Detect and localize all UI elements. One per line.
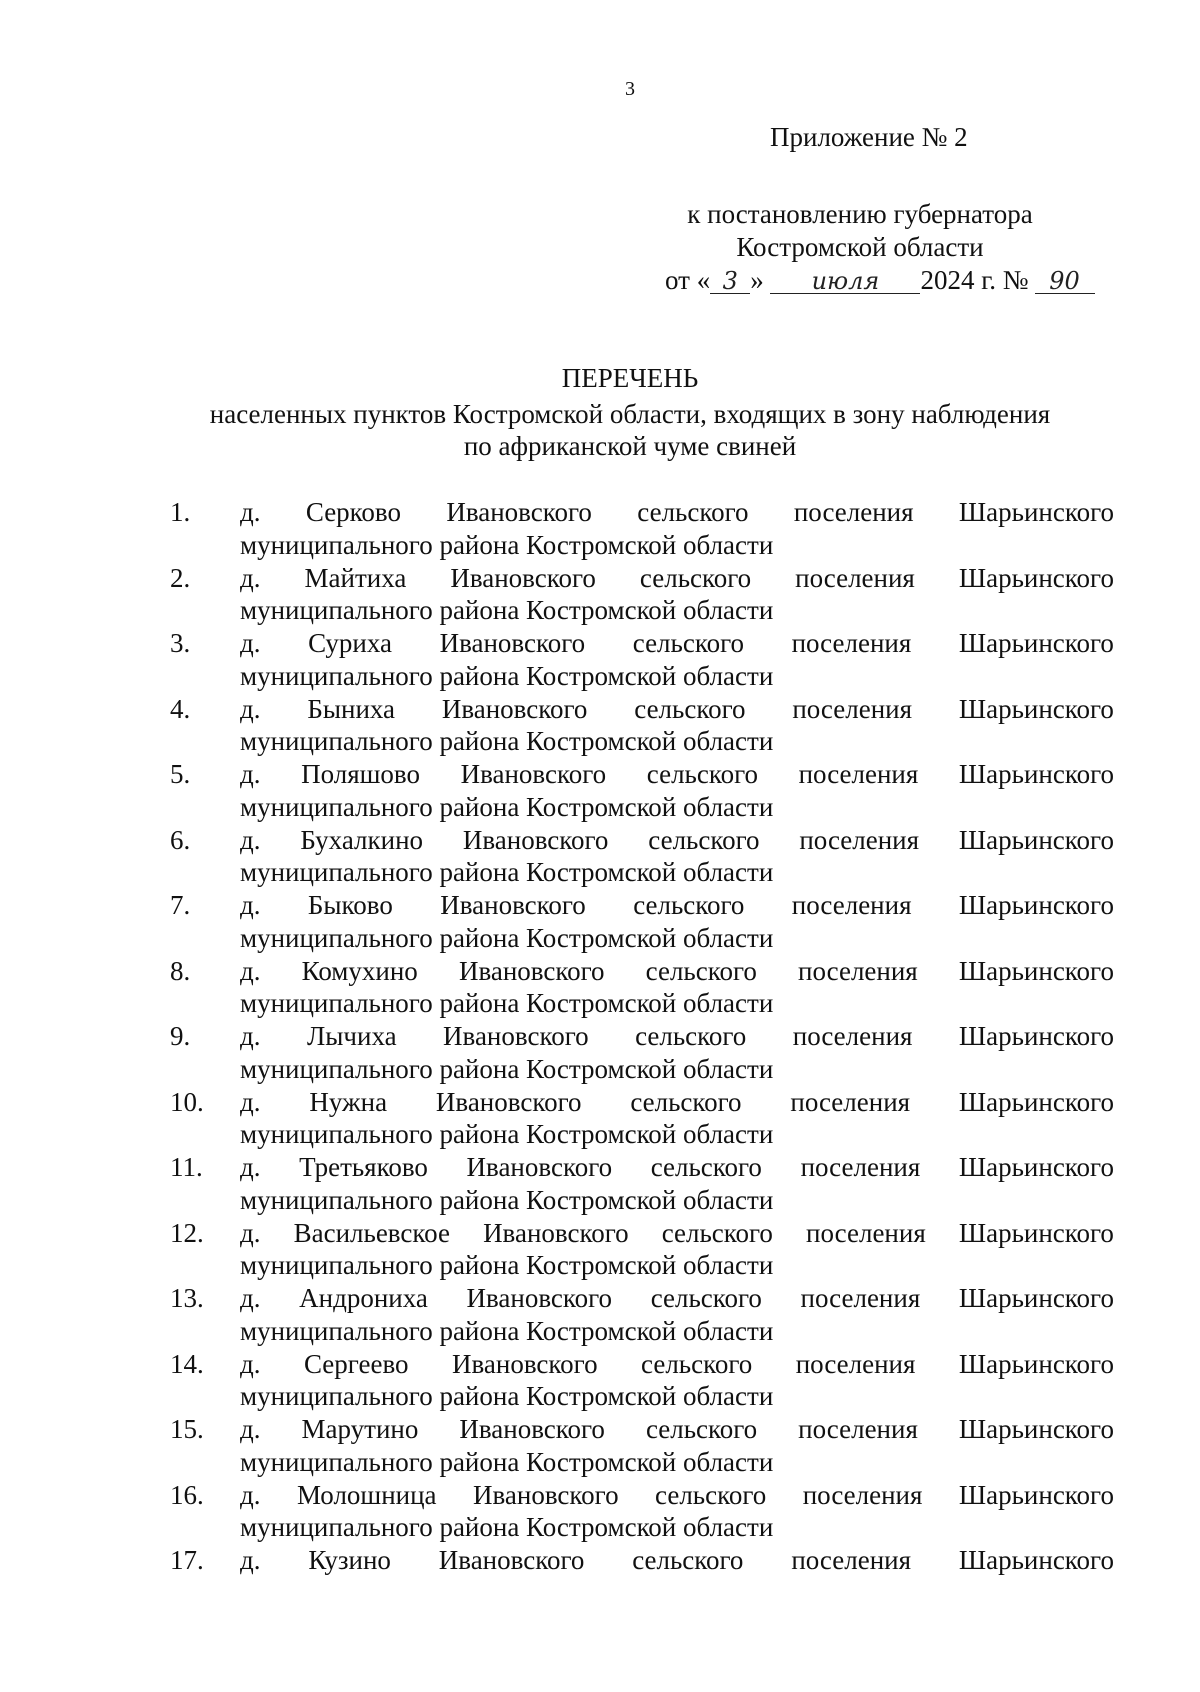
settlement-word: поселения (791, 1545, 912, 1575)
settlement-word: Шарьинского (958, 628, 1114, 658)
settlement-name: Поляшово (301, 759, 420, 789)
settlement-line-2: муниципального района Костромской области (240, 1512, 774, 1542)
settlement-word: сельского (645, 1414, 758, 1444)
settlement-word: Ивановского (483, 1217, 629, 1248)
settlement-line-1 (240, 1413, 1114, 1446)
settlement-line-1 (240, 693, 1114, 726)
settlement-item (0, 955, 1200, 1021)
settlement-line-1 (240, 889, 1114, 922)
year-text: 2024 г. № (920, 265, 1029, 295)
settlement-word: Ивановского (435, 1086, 582, 1117)
settlement-item (0, 496, 1200, 562)
settlement-line-1 (240, 496, 1114, 529)
settlement-word: поселения (798, 955, 918, 986)
settlement-name: Андрониха (299, 1283, 428, 1313)
settlement-line-1 (240, 824, 1114, 857)
settlement-word: д. (240, 824, 261, 855)
settlement-name: Нужна (309, 1086, 388, 1117)
settlement-item (0, 1151, 1200, 1217)
settlement-name: Третьяково (299, 1152, 428, 1182)
settlement-word: сельского (661, 1217, 773, 1248)
settlement-word: Ивановского (459, 1414, 605, 1444)
settlement-word: д. (240, 1152, 261, 1182)
settlement-item (0, 1020, 1200, 1086)
settlement-name: Молошница (296, 1479, 437, 1510)
settlement-line-2: муниципального района Костромской области (240, 1446, 774, 1477)
settlement-word: Ивановского (441, 693, 588, 724)
settlement-word: Ивановского (473, 1479, 619, 1510)
settlement-word: поселения (791, 890, 912, 920)
settlement-line-2: муниципального района Костромской области (240, 1250, 774, 1280)
settlement-word: поселения (793, 497, 914, 527)
settlement-name: Комухино (301, 955, 418, 986)
settlement-word: сельского (632, 628, 744, 658)
settlement-number: 3. (170, 628, 191, 658)
date-close: » (750, 265, 764, 295)
settlement-line-1 (240, 1217, 1114, 1250)
settlement-word: д. (240, 1348, 261, 1379)
decree-reference (650, 198, 1080, 297)
settlement-word: Шарьинского (958, 1479, 1114, 1510)
settlement-line-1 (240, 1086, 1114, 1119)
settlement-list (0, 496, 1200, 1610)
settlement-word: Ивановского (450, 562, 596, 593)
settlement-word: поселения (799, 824, 920, 855)
decree-line-1: к постановлению губернатора (687, 199, 1033, 229)
settlement-name: Бухалкино (300, 824, 424, 855)
settlement-line-2: муниципального района Костромской области (240, 660, 774, 691)
settlement-word: Шарьинского (958, 1086, 1114, 1117)
settlement-number: 4. (170, 693, 191, 724)
settlement-word: сельского (646, 759, 758, 789)
settlement-word: Ивановского (439, 628, 586, 658)
settlement-word: поселения (795, 1348, 916, 1379)
settlement-word: Шарьинского (958, 1545, 1114, 1575)
settlement-word: Ивановского (458, 955, 605, 986)
settlement-word: Шарьинского (958, 562, 1114, 593)
settlement-line-2: муниципального района Костромской области (240, 922, 774, 953)
settlement-item (0, 1282, 1200, 1348)
settlement-word: Ивановского (446, 497, 592, 527)
list-subheading (0, 398, 1200, 462)
settlement-word: д. (240, 1479, 261, 1510)
settlement-line-2: муниципального района Костромской области (240, 1381, 774, 1411)
settlement-word: сельского (650, 1283, 762, 1313)
settlement-word: Шарьинского (958, 1283, 1114, 1313)
settlement-item (0, 758, 1200, 824)
settlement-name: Сергеево (303, 1348, 409, 1379)
settlement-line-1 (240, 955, 1114, 988)
settlement-line-1 (240, 1479, 1114, 1512)
appendix-title: Приложение № 2 (770, 122, 968, 152)
settlement-number: 13. (170, 1283, 204, 1313)
settlement-word: сельского (639, 562, 752, 593)
settlement-number: 6. (170, 824, 191, 855)
settlement-line-2: муниципального района Костромской области (240, 791, 774, 822)
settlement-word: сельского (645, 955, 757, 986)
settlement-number: 5. (170, 759, 191, 789)
settlement-number: 15. (170, 1414, 204, 1444)
settlement-word: Шарьинского (958, 759, 1114, 789)
settlement-name: Кузино (308, 1545, 391, 1575)
settlement-word: поселения (792, 693, 913, 724)
settlement-item (0, 889, 1200, 955)
settlement-line-2: муниципального района Костромской области (240, 1315, 774, 1346)
settlement-word: поселения (806, 1217, 926, 1248)
settlement-word: Шарьинского (958, 1217, 1114, 1248)
settlement-number: 16. (170, 1479, 204, 1510)
settlement-word: Шарьинского (958, 1348, 1114, 1379)
settlement-word: сельского (635, 1021, 747, 1051)
settlement-word: поселения (791, 628, 912, 658)
settlement-name: Лычиха (306, 1021, 397, 1051)
settlement-word: поселения (800, 1152, 921, 1182)
settlement-word: д. (240, 497, 261, 527)
page-number: 3 (625, 78, 635, 100)
settlement-word: Шарьинского (958, 824, 1114, 855)
settlement-number: 8. (170, 955, 191, 986)
settlement-word: сельского (630, 1086, 742, 1117)
settlement-word: д. (240, 1217, 261, 1248)
handwritten-decree-number: 90 (1035, 269, 1095, 294)
handwritten-month: июля (770, 269, 920, 294)
settlement-line-2: муниципального района Костромской области (240, 595, 774, 625)
settlement-word: сельского (634, 693, 746, 724)
settlement-word: сельского (633, 890, 745, 920)
settlement-word: сельского (648, 824, 760, 855)
settlement-word: д. (240, 955, 261, 986)
settlement-word: Шарьинского (958, 1414, 1114, 1444)
settlement-word: сельского (637, 497, 749, 527)
settlement-line-2: муниципального района Костромской области (240, 1184, 774, 1215)
settlement-line-2: муниципального района Костромской области (240, 857, 774, 887)
settlement-word: д. (240, 693, 261, 724)
settlement-number: 9. (170, 1021, 191, 1051)
settlement-word: поселения (798, 759, 919, 789)
settlement-word: д. (240, 1086, 261, 1117)
settlement-word: Шарьинского (958, 693, 1114, 724)
settlement-line-1 (240, 1151, 1114, 1184)
settlement-word: поселения (802, 1479, 923, 1510)
settlement-word: д. (240, 562, 261, 593)
date-prefix: от « (665, 265, 711, 295)
settlement-name: Суриха (308, 628, 393, 658)
settlement-line-1 (240, 758, 1114, 791)
settlement-word: Ивановского (452, 1348, 598, 1379)
settlement-line-1 (240, 627, 1114, 660)
settlement-word: Ивановского (440, 890, 586, 920)
settlement-name: Марутино (301, 1414, 419, 1444)
settlement-line-1 (240, 1348, 1114, 1381)
settlement-item (0, 824, 1200, 890)
settlement-item (0, 1086, 1200, 1152)
settlement-word: сельского (632, 1545, 744, 1575)
settlement-number: 2. (170, 562, 191, 593)
settlement-item (0, 1348, 1200, 1414)
settlement-name: Серково (305, 497, 401, 527)
settlement-name: Быниха (307, 693, 396, 724)
settlement-word: поселения (790, 1086, 911, 1117)
list-subheading-line-2: по африканской чуме свиней (463, 431, 797, 461)
settlement-word: Шарьинского (958, 497, 1114, 527)
settlement-word: Шарьинского (958, 1021, 1114, 1051)
settlement-word: Шарьинского (958, 890, 1114, 920)
settlement-item (0, 1479, 1200, 1545)
settlement-item (0, 1413, 1200, 1479)
settlement-word: Ивановского (462, 824, 609, 855)
settlement-word: д. (240, 1414, 261, 1444)
settlement-number: 12. (170, 1217, 204, 1248)
settlement-number: 1. (170, 497, 191, 527)
settlement-number: 10. (170, 1086, 204, 1117)
settlement-word: д. (240, 759, 261, 789)
settlement-word: Ивановского (466, 1152, 613, 1182)
settlement-item (0, 693, 1200, 759)
settlement-name: Майтиха (304, 562, 407, 593)
settlement-word: д. (240, 1545, 261, 1575)
settlement-line-1 (240, 562, 1114, 595)
settlement-item (0, 1217, 1200, 1283)
settlement-word: поселения (800, 1283, 921, 1313)
settlement-line-1 (240, 1020, 1114, 1053)
settlement-line-1 (240, 1282, 1114, 1315)
list-subheading-line-1: населенных пунктов Костромской области, входящих в зону наблюдения (209, 399, 1051, 429)
settlement-word: Ивановского (466, 1283, 613, 1313)
settlement-word: сельского (650, 1152, 762, 1182)
decree-line-2: Костромской области (736, 232, 984, 262)
settlement-name: Быково (307, 890, 393, 920)
settlement-word: поселения (798, 1414, 918, 1444)
settlement-number: 7. (170, 890, 191, 920)
settlement-line-1 (240, 1544, 1114, 1577)
list-heading: ПЕРЕЧЕНЬ (561, 363, 699, 393)
decree-date-line (650, 264, 1080, 297)
settlement-word: поселения (795, 562, 915, 593)
settlement-word: д. (240, 628, 261, 658)
settlement-item (0, 1544, 1200, 1610)
settlement-word: д. (240, 890, 261, 920)
settlement-number: 11. (170, 1152, 203, 1182)
settlement-word: д. (240, 1283, 261, 1313)
settlement-name: Васильевское (293, 1217, 450, 1248)
settlement-word: Ивановского (438, 1545, 585, 1575)
handwritten-day: 3 (710, 269, 750, 294)
settlement-line-2: муниципального района Костромской области (240, 1119, 774, 1149)
settlement-line-2: муниципального района Костромской области (240, 726, 774, 756)
settlement-word: Ивановского (460, 759, 607, 789)
settlement-item (0, 562, 1200, 628)
settlement-word: сельского (655, 1479, 767, 1510)
settlement-number: 14. (170, 1348, 204, 1379)
settlement-item (0, 627, 1200, 693)
settlement-word: Ивановского (443, 1021, 589, 1051)
settlement-number: 17. (170, 1545, 204, 1575)
settlement-word: Шарьинского (958, 955, 1114, 986)
settlement-word: сельского (641, 1348, 753, 1379)
settlement-word: д. (240, 1021, 261, 1051)
settlement-line-2: муниципального района Костромской области (240, 529, 774, 560)
settlement-word: поселения (792, 1021, 913, 1051)
settlement-word: Шарьинского (958, 1152, 1114, 1182)
settlement-line-2: муниципального района Костромской области (240, 1053, 774, 1084)
settlement-line-2: муниципального района Костромской области (240, 988, 774, 1018)
